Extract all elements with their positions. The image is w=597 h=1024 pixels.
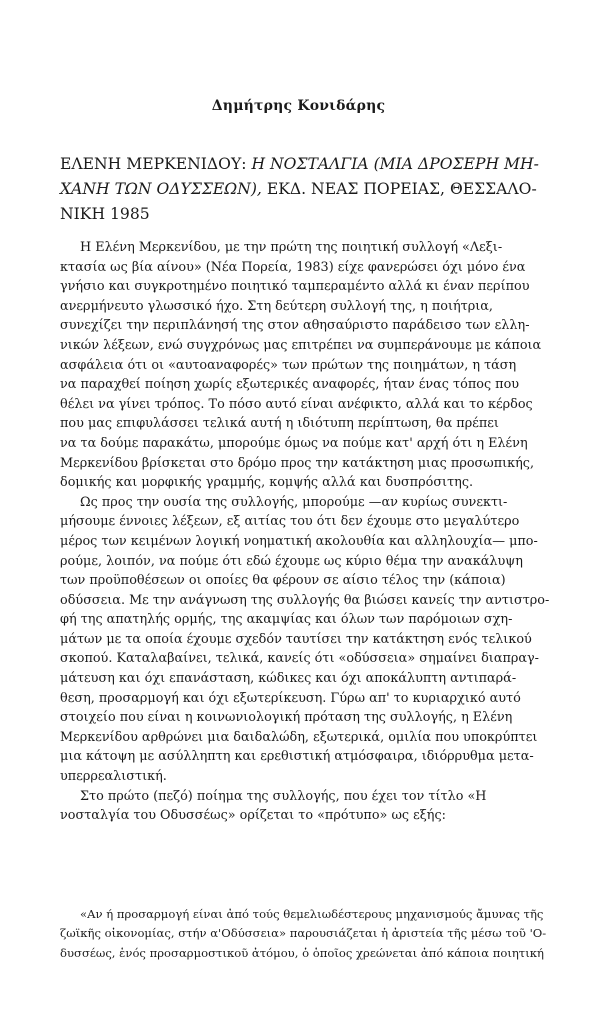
body-line: των προϋποθέσεων οι οποίες θα φέρουν σε αίσιο τέλος την (κάποια) <box>60 573 506 589</box>
quote-line: «Αν ή προσαρμογή είναι ἀπό τούς θεμελιωδέστερους μηχανισμούς ἄμυνας τῆς <box>80 907 544 921</box>
body-line: στοιχείο που είναι η κοινωνιολογική πρόταση της συλλογής, η Ελένη <box>60 710 513 726</box>
body-line: φή της απατηλής ορμής, της ακαμψίας και όλων των παρόμοιων σχη- <box>60 612 513 628</box>
block-quote <box>60 905 552 963</box>
body-line: θεση, προσαρμογή και όχι εξωτερίκευση. Γύρω απ' το κυριαρχικό αυτό <box>60 690 521 706</box>
body-line: Ως προς την ουσία της συλλογής, μπορούμε —αν κυρίως συνεκτι- <box>80 494 508 510</box>
body-line: συνεχίζει την περιπλάνησή της στον αθησαύριστο παράδεισο των ελλη- <box>60 318 530 334</box>
body-line: μάτων με τα οποία έχουμε σχεδόν ταυτίσει την κατάκτηση ενός τελικού <box>60 631 532 647</box>
body-line: ρούμε, λοιπόν, να πούμε ότι εδώ έχουμε ως κύριο θέμα την ανακάλυψη <box>60 553 523 569</box>
body-line: μια κάτοψη με ασύλληπτη και ερεθιστική ατμόσφαιρα, ιδιόρρυθμα μετα- <box>60 749 534 765</box>
paragraph <box>60 787 550 826</box>
author-name: Δημήτρης Κονιδάρης <box>211 98 386 114</box>
heading-title-italic: Η ΝΟΣΤΑΛΓΙΑ (ΜΙΑ ΔΡΟΣΕΡΗ ΜΗ- <box>251 155 539 173</box>
heading-text: ΕΛΕΝΗ ΜΕΡΚΕΝΙΔΟΥ: <box>60 155 252 173</box>
body-line: ανερμήνευτο γλωσσικό ήχο. Στη δεύτερη συλλογή της, η ποιήτρια, <box>60 298 493 314</box>
body-line: νικών λέξεων, ενώ συγχρόνως μας επιτρέπει να συμπεράνουμε με κάποια <box>60 337 542 353</box>
review-body <box>60 238 550 826</box>
heading-line <box>60 202 550 227</box>
heading-text: ΕΚΔ. ΝΕΑΣ ΠΟΡΕΙΑΣ, ΘΕΣΣΑΛΟ- <box>261 180 537 198</box>
body-line: νοσταλγία του Οδυσσέως» ορίζεται το «πρότυπο» ως εξής: <box>60 808 446 824</box>
body-line: γνήσιο και συγκροτημένο ποιητικό ταμπεραμέντο αλλά κι έναν περίπου <box>60 279 530 295</box>
body-line: Η Ελένη Μερκενίδου, με την πρώτη της ποιητική συλλογή «Λεξι- <box>80 240 503 255</box>
heading-line <box>60 177 550 202</box>
quote-line: δυσσέως, ἑνός προσαρμοστικοῦ ἀτόμου, ὁ ὁποῖος χρεώνεται ἀπό κάποια ποιητική <box>60 945 544 960</box>
body-line: Μερκενίδου αρθρώνει μια δαιδαλώδη, εξωτερικά, ομιλία που υποκρύπτει <box>60 729 538 745</box>
body-line: μήσουμε έννοιες λέξεων, εξ αιτίας του ότι δεν έχουμε στο μεγαλύτερο <box>60 514 520 530</box>
body-line: θέλει να γίνει τρόπος. Το πόσο αυτό είναι ανέφικτο, αλλά και το κέρδος <box>60 396 533 412</box>
heading-text: ΝΙΚΗ 1985 <box>60 205 150 223</box>
body-line: Μερκενίδου βρίσκεται στο δρόμο προς την κατάκτηση μιας προσωπικής, <box>60 455 535 471</box>
body-line: μέρος των κειμένων λογική νοηματική ακολουθία και αλληλουχία— μπο- <box>60 533 538 549</box>
body-line: οδύσσεια. Με την ανάγνωση της συλλογής θα βιώσει κανείς την αντιστρο- <box>60 592 550 608</box>
paragraph <box>60 238 550 493</box>
body-line: κτασία ως βία αίνου» (Νέα Πορεία, 1983) είχε φανερώσει όχι μόνο ένα <box>60 259 526 275</box>
body-line: σκοπού. Καταλαβαίνει, τελικά, κανείς ότι «οδύσσεια» σημαίνει διαπραγ- <box>60 651 540 667</box>
body-line: να παραχθεί ποίηση χωρίς εξωτερικές αναφορές, ήταν ένας τόπος που <box>60 377 520 393</box>
body-line: υπερρεαλιστική. <box>60 769 167 785</box>
paragraph <box>60 493 550 787</box>
body-line: δομικής και μορφικής γραμμής, κομψής αλλά και δυσπρόσιτης. <box>60 475 474 491</box>
body-line: ασφάλεια ότι οι «αυτοαναφορές» των πρώτων της ποιημάτων, η τάση <box>60 357 517 373</box>
heading-line <box>60 152 550 177</box>
quote-line: ζωϊκῆς οἰκονομίας, στήν α'Οδύσσεια» παρουσιάζεται ἡ ἀριστεία τῆς μέσω τοῦ 'Ο- <box>60 926 547 941</box>
body-line: μάτευση και όχι επανάσταση, κώδικες και όχι αποκάλυπτη αντιπαρά- <box>60 671 517 687</box>
body-line: που μας επιφυλάσσει τελικά αυτή η ιδιότυπη περίπτωση, θα πρέπει <box>60 416 499 432</box>
review-heading <box>60 152 550 227</box>
heading-title-italic: ΧΑΝΗ ΤΩΝ ΟΔΥΣΣΕΩΝ), <box>60 180 262 198</box>
body-line: Στο πρώτο (πεζό) ποίημα της συλλογής, που έχει τον τίτλο «Η <box>80 788 487 804</box>
body-line: να τα δούμε παρακάτω, μπορούμε όμως να πούμε κατ' αρχή ότι η Ελένη <box>60 435 528 451</box>
